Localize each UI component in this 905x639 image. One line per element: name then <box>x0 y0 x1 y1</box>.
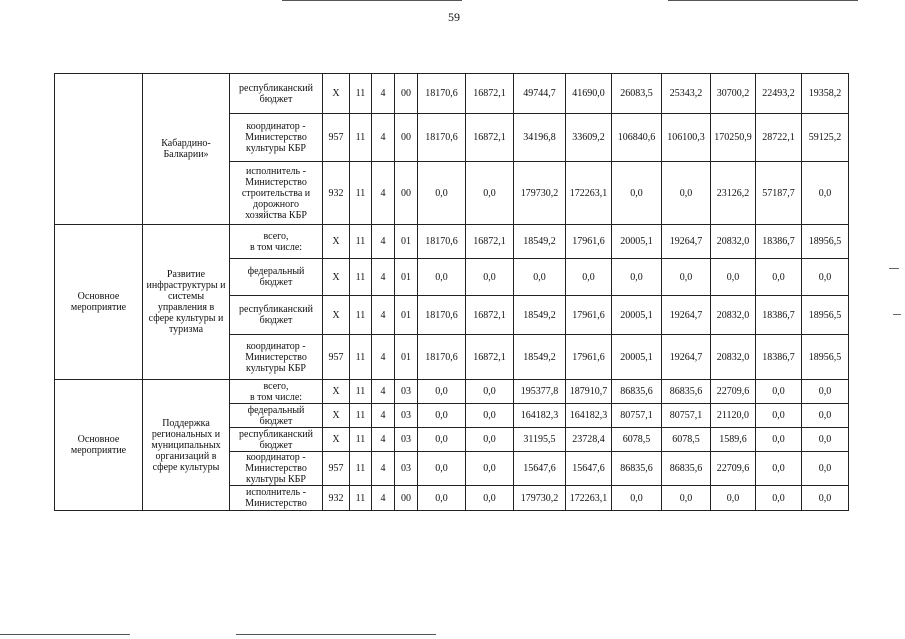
amount-cell: 0,0 <box>612 162 662 225</box>
code-cell: 4 <box>372 428 395 452</box>
code-cell: 11 <box>350 162 372 225</box>
amount-cell: 22709,6 <box>711 380 756 404</box>
code-cell: 932 <box>323 162 350 225</box>
amount-cell: 18170,6 <box>418 225 466 259</box>
amount-cell: 18549,2 <box>514 335 566 380</box>
category-cell <box>55 74 143 225</box>
amount-cell: 23728,4 <box>566 428 612 452</box>
amount-cell: 6078,5 <box>662 428 711 452</box>
amount-cell: 0,0 <box>466 428 514 452</box>
code-cell: 11 <box>350 114 372 162</box>
table-row <box>55 74 849 114</box>
amount-cell: 22493,2 <box>756 74 802 114</box>
amount-cell: 21120,0 <box>711 404 756 428</box>
bottom-rule <box>236 634 436 635</box>
amount-cell: 49744,7 <box>514 74 566 114</box>
amount-cell: 1589,6 <box>711 428 756 452</box>
amount-cell: 26083,5 <box>612 74 662 114</box>
amount-cell: 0,0 <box>662 486 711 511</box>
amount-cell: 80757,1 <box>662 404 711 428</box>
amount-cell: 16872,1 <box>466 74 514 114</box>
amount-cell: 20832,0 <box>711 296 756 335</box>
amount-cell: 0,0 <box>418 380 466 404</box>
amount-cell: 0,0 <box>756 259 802 296</box>
amount-cell: 23126,2 <box>711 162 756 225</box>
amount-cell: 19264,7 <box>662 335 711 380</box>
code-cell: 4 <box>372 404 395 428</box>
amount-cell: 20005,1 <box>612 296 662 335</box>
amount-cell: 25343,2 <box>662 74 711 114</box>
amount-cell: 170250,9 <box>711 114 756 162</box>
code-cell: 4 <box>372 74 395 114</box>
amount-cell: 41690,0 <box>566 74 612 114</box>
amount-cell: 106840,6 <box>612 114 662 162</box>
funding-source-cell: федеральный бюджет <box>230 259 323 296</box>
amount-cell: 0,0 <box>802 452 849 486</box>
code-cell: 4 <box>372 335 395 380</box>
code-cell: X <box>323 428 350 452</box>
code-cell: 01 <box>395 296 418 335</box>
funding-source-cell: федеральный бюджет <box>230 404 323 428</box>
amount-cell: 0,0 <box>418 259 466 296</box>
code-cell: 4 <box>372 114 395 162</box>
amount-cell: 0,0 <box>466 162 514 225</box>
amount-cell: 33609,2 <box>566 114 612 162</box>
amount-cell: 86835,6 <box>612 380 662 404</box>
margin-mark <box>889 268 899 269</box>
amount-cell: 0,0 <box>802 404 849 428</box>
amount-cell: 18170,6 <box>418 296 466 335</box>
amount-cell: 18170,6 <box>418 335 466 380</box>
code-cell: 4 <box>372 486 395 511</box>
amount-cell: 0,0 <box>514 259 566 296</box>
amount-cell: 20832,0 <box>711 335 756 380</box>
amount-cell: 0,0 <box>756 380 802 404</box>
amount-cell: 20005,1 <box>612 335 662 380</box>
amount-cell: 18386,7 <box>756 296 802 335</box>
code-cell: 00 <box>395 74 418 114</box>
amount-cell: 22709,6 <box>711 452 756 486</box>
code-cell: 957 <box>323 114 350 162</box>
amount-cell: 172263,1 <box>566 162 612 225</box>
amount-cell: 31195,5 <box>514 428 566 452</box>
amount-cell: 17961,6 <box>566 225 612 259</box>
amount-cell: 86835,6 <box>662 452 711 486</box>
amount-cell: 0,0 <box>466 259 514 296</box>
amount-cell: 28722,1 <box>756 114 802 162</box>
amount-cell: 0,0 <box>418 452 466 486</box>
amount-cell: 18956,5 <box>802 296 849 335</box>
amount-cell: 0,0 <box>711 486 756 511</box>
amount-cell: 19264,7 <box>662 225 711 259</box>
code-cell: 4 <box>372 452 395 486</box>
category-cell: Основное мероприятие <box>55 380 143 511</box>
funding-source-cell: исполнитель - Министерство строительства и дорожного хозяйства КБР <box>230 162 323 225</box>
table-row <box>55 380 849 404</box>
program-name-cell: Поддержка региональных и муниципальных организаций в сфере культуры <box>143 380 230 511</box>
amount-cell: 19264,7 <box>662 296 711 335</box>
amount-cell: 0,0 <box>662 162 711 225</box>
amount-cell: 57187,7 <box>756 162 802 225</box>
code-cell: 11 <box>350 259 372 296</box>
code-cell: 11 <box>350 428 372 452</box>
amount-cell: 195377,8 <box>514 380 566 404</box>
amount-cell: 0,0 <box>802 428 849 452</box>
amount-cell: 18956,5 <box>802 335 849 380</box>
amount-cell: 0,0 <box>466 486 514 511</box>
amount-cell: 16872,1 <box>466 296 514 335</box>
amount-cell: 20832,0 <box>711 225 756 259</box>
amount-cell: 16872,1 <box>466 225 514 259</box>
amount-cell: 0,0 <box>566 259 612 296</box>
top-rule <box>668 0 858 1</box>
code-cell: 11 <box>350 335 372 380</box>
amount-cell: 0,0 <box>756 486 802 511</box>
amount-cell: 0,0 <box>466 380 514 404</box>
code-cell: X <box>323 380 350 404</box>
amount-cell: 0,0 <box>711 259 756 296</box>
budget-table <box>54 73 849 511</box>
amount-cell: 6078,5 <box>612 428 662 452</box>
amount-cell: 18549,2 <box>514 296 566 335</box>
amount-cell: 0,0 <box>418 162 466 225</box>
amount-cell: 0,0 <box>612 486 662 511</box>
amount-cell: 20005,1 <box>612 225 662 259</box>
code-cell: 11 <box>350 296 372 335</box>
amount-cell: 30700,2 <box>711 74 756 114</box>
program-name-cell: Развитие инфраструктуры и системы управления в сфере культуры и туризма <box>143 225 230 380</box>
code-cell: X <box>323 225 350 259</box>
funding-source-cell: координатор - Министерство культуры КБР <box>230 114 323 162</box>
code-cell: 11 <box>350 380 372 404</box>
amount-cell: 0,0 <box>418 486 466 511</box>
amount-cell: 0,0 <box>802 380 849 404</box>
code-cell: 03 <box>395 428 418 452</box>
amount-cell: 17961,6 <box>566 335 612 380</box>
code-cell: 00 <box>395 486 418 511</box>
code-cell: 11 <box>350 404 372 428</box>
amount-cell: 0,0 <box>418 404 466 428</box>
amount-cell: 15647,6 <box>566 452 612 486</box>
page-number: 59 <box>448 10 460 24</box>
code-cell: X <box>323 74 350 114</box>
code-cell: 4 <box>372 259 395 296</box>
code-cell: 00 <box>395 114 418 162</box>
amount-cell: 187910,7 <box>566 380 612 404</box>
amount-cell: 179730,2 <box>514 162 566 225</box>
code-cell: 957 <box>323 452 350 486</box>
amount-cell: 0,0 <box>466 452 514 486</box>
margin-mark <box>893 314 901 315</box>
funding-source-cell: республиканский бюджет <box>230 428 323 452</box>
amount-cell: 16872,1 <box>466 114 514 162</box>
funding-source-cell: республиканский бюджет <box>230 296 323 335</box>
amount-cell: 34196,8 <box>514 114 566 162</box>
amount-cell: 18386,7 <box>756 335 802 380</box>
amount-cell: 86835,6 <box>612 452 662 486</box>
funding-source-cell: координатор - Министерство культуры КБР <box>230 335 323 380</box>
amount-cell: 0,0 <box>466 404 514 428</box>
code-cell: 01 <box>395 335 418 380</box>
code-cell: 03 <box>395 380 418 404</box>
code-cell: 4 <box>372 162 395 225</box>
amount-cell: 18386,7 <box>756 225 802 259</box>
code-cell: 01 <box>395 259 418 296</box>
code-cell: X <box>323 296 350 335</box>
amount-cell: 16872,1 <box>466 335 514 380</box>
amount-cell: 80757,1 <box>612 404 662 428</box>
code-cell: 11 <box>350 225 372 259</box>
amount-cell: 86835,6 <box>662 380 711 404</box>
bottom-rule <box>0 634 130 635</box>
code-cell: 03 <box>395 452 418 486</box>
amount-cell: 172263,1 <box>566 486 612 511</box>
funding-source-cell: исполнитель - Министерство <box>230 486 323 511</box>
amount-cell: 19358,2 <box>802 74 849 114</box>
program-name-cell: Кабардино-Балкарии» <box>143 74 230 225</box>
amount-cell: 106100,3 <box>662 114 711 162</box>
amount-cell: 164182,3 <box>566 404 612 428</box>
code-cell: 00 <box>395 162 418 225</box>
amount-cell: 179730,2 <box>514 486 566 511</box>
amount-cell: 0,0 <box>756 404 802 428</box>
top-rule <box>282 0 462 1</box>
code-cell: 03 <box>395 404 418 428</box>
table-row <box>55 225 849 259</box>
amount-cell: 0,0 <box>756 452 802 486</box>
amount-cell: 0,0 <box>756 428 802 452</box>
code-cell: 01 <box>395 225 418 259</box>
code-cell: X <box>323 404 350 428</box>
code-cell: 11 <box>350 452 372 486</box>
amount-cell: 0,0 <box>662 259 711 296</box>
funding-source-cell: всего, в том числе: <box>230 225 323 259</box>
amount-cell: 0,0 <box>418 428 466 452</box>
amount-cell: 59125,2 <box>802 114 849 162</box>
category-cell: Основное мероприятие <box>55 225 143 380</box>
amount-cell: 15647,6 <box>514 452 566 486</box>
amount-cell: 18956,5 <box>802 225 849 259</box>
code-cell: 11 <box>350 74 372 114</box>
funding-source-cell: республиканский бюджет <box>230 74 323 114</box>
code-cell: 4 <box>372 380 395 404</box>
amount-cell: 164182,3 <box>514 404 566 428</box>
funding-source-cell: всего, в том числе: <box>230 380 323 404</box>
amount-cell: 18549,2 <box>514 225 566 259</box>
amount-cell: 18170,6 <box>418 74 466 114</box>
code-cell: 11 <box>350 486 372 511</box>
amount-cell: 18170,6 <box>418 114 466 162</box>
code-cell: X <box>323 259 350 296</box>
amount-cell: 0,0 <box>802 259 849 296</box>
code-cell: 932 <box>323 486 350 511</box>
code-cell: 4 <box>372 296 395 335</box>
code-cell: 4 <box>372 225 395 259</box>
funding-source-cell: координатор - Министерство культуры КБР <box>230 452 323 486</box>
amount-cell: 0,0 <box>802 486 849 511</box>
amount-cell: 17961,6 <box>566 296 612 335</box>
amount-cell: 0,0 <box>612 259 662 296</box>
code-cell: 957 <box>323 335 350 380</box>
amount-cell: 0,0 <box>802 162 849 225</box>
